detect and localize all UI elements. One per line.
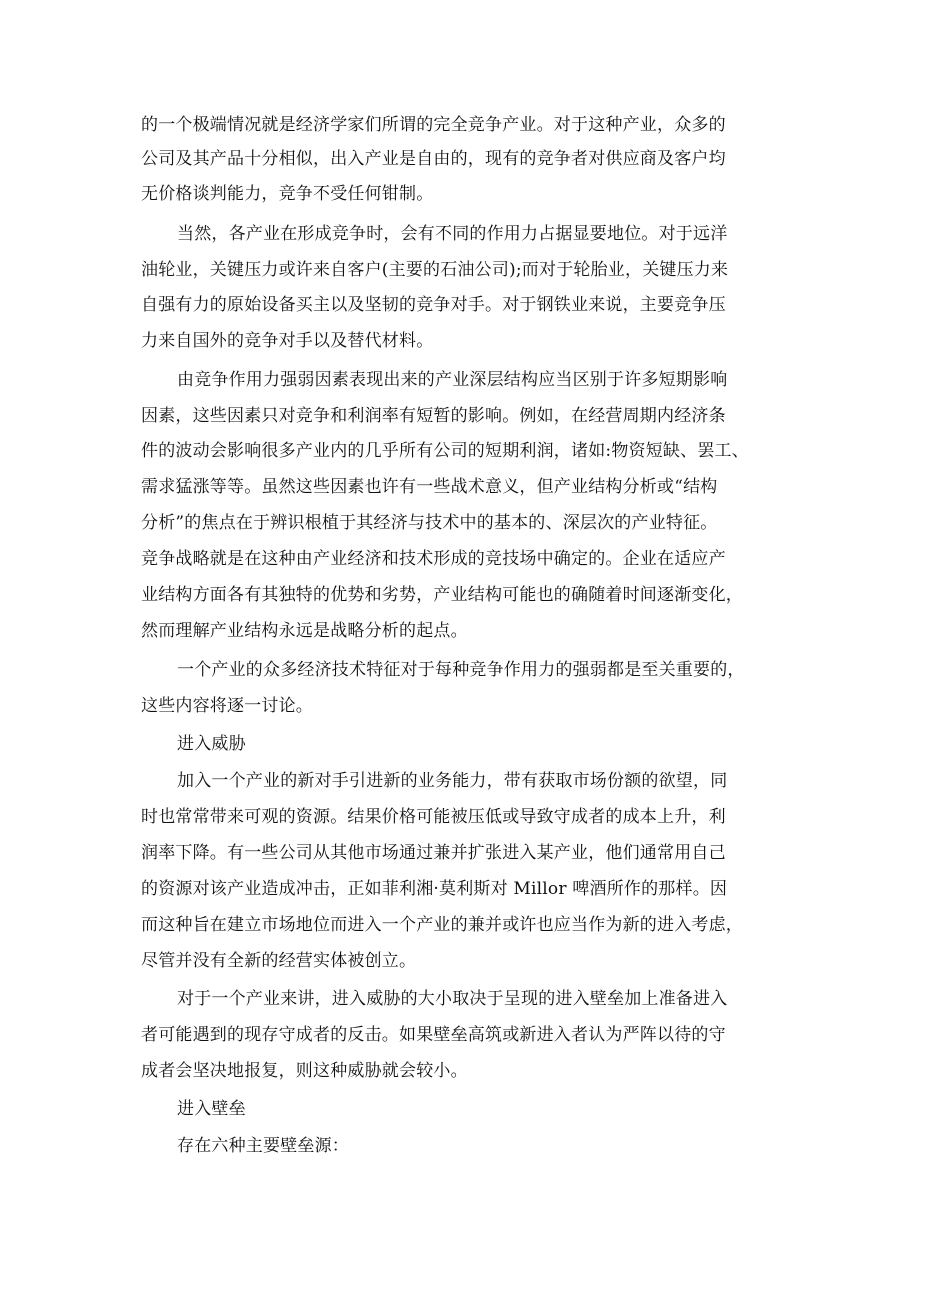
text-line: 因素，这些因素只对竞争和利润率有短暂的影响。例如，在经营周期内经济条 xyxy=(141,406,726,426)
text-line: 件的波动会影响很多产业内的几乎所有公司的短期利润，诸如:物资短缺、罢工、 xyxy=(141,441,749,461)
text-line: 润率下降。有一些公司从其他市场通过兼并扩张进入某产业，他们通常用自己 xyxy=(141,843,726,863)
text-line: 业结构方面各有其独特的优势和劣势，产业结构可能也的确随着时间逐渐变化， xyxy=(141,585,743,605)
text-line: 然而理解产业结构永远是战略分析的起点。 xyxy=(141,621,468,641)
text-line: 需求猛涨等等。虽然这些因素也许有一些战术意义，但产业结构分析或“结构 xyxy=(141,477,718,497)
text-line: 的资源对该产业造成冲击，正如菲利湘·莫利斯对 Millor 啤酒所作的那样。因 xyxy=(141,879,728,899)
text-line: 这些内容将逐一讨论。 xyxy=(141,696,313,716)
text-line: 的一个极端情况就是经济学家们所谓的完全竞争产业。对于这种产业，众多的 xyxy=(141,115,726,135)
paragraph-first-line: 由竞争作用力强弱因素表现出来的产业深层结构应当区别于许多短期影响 xyxy=(177,370,728,390)
text-line: 力来自国外的竞争对手以及替代材料。 xyxy=(141,331,434,351)
paragraph-first-line: 存在六种主要壁垒源： xyxy=(177,1136,349,1156)
text-line: 成者会坚决地报复，则这种威胁就会较小。 xyxy=(141,1061,468,1081)
text-line: 竞争战略就是在这种由产业经济和技术形成的竞技场中确定的。企业在适应产 xyxy=(141,549,726,569)
section-heading: 进入壁垒 xyxy=(177,1099,246,1119)
paragraph-first-line: 一个产业的众多经济技术特征对于每种竞争作用力的强弱都是至关重要的， xyxy=(177,660,745,680)
paragraph-first-line: 对于一个产业来讲，进入威胁的大小取决于呈现的进入壁垒加上准备进入 xyxy=(177,989,728,1009)
text-line: 者可能遇到的现存守成者的反击。如果壁垒高筑或新进入者认为严阵以待的守 xyxy=(141,1025,726,1045)
text-line: 油轮业，关键压力或许来自客户(主要的石油公司);而对于轮胎业，关键压力来 xyxy=(141,260,729,280)
text-line: 自强有力的原始设备买主以及坚韧的竞争对手。对于钢铁业来说，主要竞争压 xyxy=(141,295,726,315)
text-line: 公司及其产品十分相似，出入产业是自由的，现有的竞争者对供应商及客户均 xyxy=(141,149,726,169)
paragraph-first-line: 当然，各产业在形成竞争时，会有不同的作用力占据显要地位。对于远洋 xyxy=(177,224,728,244)
paragraph-first-line: 加入一个产业的新对手引进新的业务能力，带有获取市场份额的欲望，同 xyxy=(177,771,728,791)
text-line: 尽管并没有全新的经营实体被创立。 xyxy=(141,951,417,971)
text-line: 时也常常带来可观的资源。结果价格可能被压低或导致守成者的成本上升，利 xyxy=(141,807,726,827)
section-heading: 进入威胁 xyxy=(177,734,246,754)
text-line: 分析”的焦点在于辨识根植于其经济与技术中的基本的、深层次的产业特征。 xyxy=(141,513,718,533)
text-line: 而这种旨在建立市场地位而进入一个产业的兼并或许也应当作为新的进入考虑， xyxy=(141,915,743,935)
text-line: 无价格谈判能力，竞争不受任何钳制。 xyxy=(141,184,434,204)
